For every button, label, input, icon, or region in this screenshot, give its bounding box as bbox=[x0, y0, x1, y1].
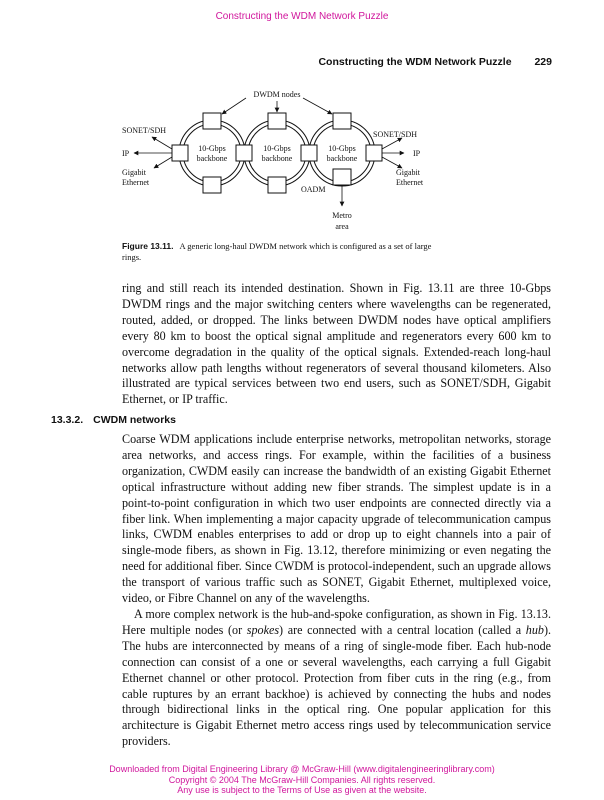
section-title: CWDM networks bbox=[93, 414, 176, 426]
dwdm-ring-diagram bbox=[100, 82, 520, 242]
node-box bbox=[333, 113, 351, 129]
node-box bbox=[268, 113, 286, 129]
node-box bbox=[203, 177, 221, 193]
section-body bbox=[122, 432, 551, 750]
section-heading bbox=[51, 414, 176, 426]
label-dwdm-nodes: DWDM nodes bbox=[253, 90, 301, 99]
running-head bbox=[318, 56, 552, 68]
node-box bbox=[203, 113, 221, 129]
running-title: Constructing the WDM Network Puzzle bbox=[318, 56, 512, 68]
paragraph-3-part-2: ) are connected with a central location (called a bbox=[279, 622, 526, 637]
section-number: 13.3.2. bbox=[51, 414, 84, 426]
label-sonet-left: SONET/SDH bbox=[122, 126, 167, 135]
label-oadm: OADM bbox=[301, 185, 326, 194]
term-hub: hub bbox=[525, 622, 544, 637]
arrow-right-gigabit bbox=[382, 157, 402, 168]
label-gigabit-left: Gigabit bbox=[122, 168, 146, 177]
label-ethernet-left: Ethernet bbox=[122, 178, 150, 187]
oadm-box bbox=[333, 169, 351, 185]
label-ip-right: IP bbox=[413, 149, 421, 158]
ring-3-label-rate: 10-Gbps bbox=[328, 144, 356, 153]
arrow-left-sonet bbox=[152, 137, 172, 149]
figure-dwdm-rings bbox=[100, 82, 520, 242]
label-metro: Metro bbox=[332, 211, 352, 220]
arrow-dwdm-right bbox=[303, 98, 332, 114]
footer-download-link[interactable]: Downloaded from Digital Engineering Library @ McGraw-Hill (www.digitalengineeringlibrary.com) bbox=[109, 764, 495, 774]
paragraph-3-part-3: ). The hubs are interconnected by means of a ring of single-mode fiber. Each hub-node connection can consist of a one or several wavelengths, each carrying a full Gigabit Ethernet channel or other protocol. Protection from fiber cuts in the ring (e.g., from cable ruptures by an errant backhoe) is achieved by connecting the hubs and nodes through bidirectional links in the optical ring. One popular application for this architecture is Gigabit Ethernet metro access rings used by telecommunication service providers. bbox=[122, 622, 551, 749]
caption-number: Figure 13.11. bbox=[122, 241, 174, 251]
arrow-dwdm-left bbox=[222, 98, 246, 114]
node-box bbox=[366, 145, 382, 161]
ring-2 bbox=[244, 120, 310, 186]
ring-1-label-rate: 10-Gbps bbox=[198, 144, 226, 153]
label-sonet-right: SONET/SDH bbox=[373, 130, 418, 139]
ring-2-label-rate: 10-Gbps bbox=[263, 144, 291, 153]
node-box bbox=[301, 145, 317, 161]
paragraph-3-part-1: A more complex network is the hub-and-spoke configuration, as shown in Fig. 13.13. Here multiple nodes (or bbox=[122, 606, 551, 637]
label-ethernet-right: Ethernet bbox=[396, 178, 424, 187]
caption-text: A generic long-haul DWDM network which is configured as a set of large rings. bbox=[122, 241, 432, 262]
ring-1-label-backbone: backbone bbox=[196, 154, 228, 163]
label-ip-left: IP bbox=[122, 149, 130, 158]
footer-copyright: Copyright © 2004 The McGraw-Hill Companies. All rights reserved. bbox=[168, 774, 436, 785]
term-spokes: spokes bbox=[246, 622, 280, 637]
paragraph-3 bbox=[122, 607, 551, 750]
arrow-right-sonet bbox=[382, 138, 402, 149]
node-box bbox=[236, 145, 252, 161]
label-area: area bbox=[335, 222, 349, 231]
page-number: 229 bbox=[534, 56, 552, 68]
paragraph-2: Coarse WDM applications include enterprise networks, metropolitan networks, storage area networks, and access rings. For example, within the facilities of a business organization, CWDM easily can increase the bandwidth of an existing Gigabit Ethernet optical infrastructure without adding new fiber strands. The simplest update is in a point-to-point configuration in which two user endpoints are connected directly via a fiber link. When implementing a major capacity upgrade of telecommunication campus links, CWDM enables enterprises to add or drop up to eight channels into a pair of single-mode fibers, as shown in Fig. 13.12, therefore minimizing or even negating the need for additional fiber. Since CWDM is protocol-independent, such an upgrade allows the transport of various traffic such as SONET, Gigabit Ethernet, multiplexed voice, video, or Fibre Channel on any of the wavelengths. bbox=[122, 432, 551, 606]
node-box bbox=[172, 145, 188, 161]
ring-1 bbox=[179, 120, 245, 186]
page-footer bbox=[0, 764, 604, 796]
top-header-link[interactable]: Constructing the WDM Network Puzzle bbox=[215, 11, 389, 22]
figure-caption bbox=[122, 241, 452, 263]
node-box bbox=[268, 177, 286, 193]
label-gigabit-right: Gigabit bbox=[396, 168, 420, 177]
paragraph-continuation bbox=[122, 281, 551, 408]
paragraph-1: ring and still reach its intended destination. Shown in Fig. 13.11 are three 10-Gbps DWDM rings and the major switching centers where wavelengths can be regenerated, routed, added, or dropped. The links between DWDM nodes have optical amplifiers every 80 km to boost the optical signal amplitude and regenerators every 600 km to overcome degradation in the quality of the optical signals. Extended-reach long-haul networks allow path lengths without regenerators of several thousand kilometers. Also illustrated are typical services between two end users, such as SONET/SDH, Gigabit Ethernet, or IP traffic. bbox=[122, 281, 551, 407]
ring-2-label-backbone: backbone bbox=[261, 154, 293, 163]
arrow-left-gigabit bbox=[154, 157, 172, 168]
ring-3-label-backbone: backbone bbox=[326, 154, 358, 163]
footer-terms[interactable]: Any use is subject to the Terms of Use as given at the website. bbox=[177, 785, 427, 795]
